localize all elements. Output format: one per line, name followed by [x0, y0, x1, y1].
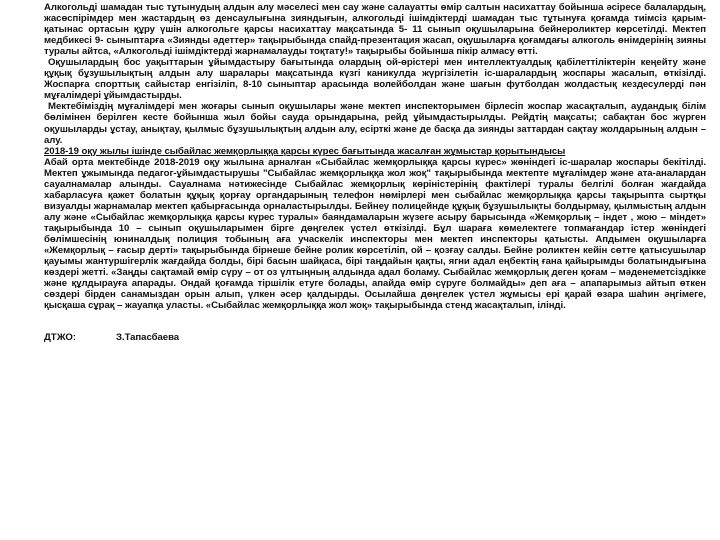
paragraph-alcohol-prevention: Алкогольді шамадан тыс тұтынудың алдын алу мәселесі мен сау және салауатты өмір салтын насихаттау бойынша әсіресе балалардың, жасөспірімдер мен жастардың өз денсаулығына зияндығын, алкогольді ішімдіктерді шамадан тыс тұтынуға қоғамда тиімсіз қарым-қатынас ортасын құру үшін алкогольге қарсы насихаттау мақсатында 5- 11 сынып оқушыларына бейнероликтер көрсетілді. Мектеп медбикесі 9- сыныптарға «Зиянды әдеттер» тақырыбында спайд-презентация жасап, оқушыларға қоғамдағы алкоголь өнімдерінің зияны туралы айтса, «Алкогольді ішімдіктерді жарнамалауды тоқтату!» тақырыбы бойынша пікір алмасу өтті.: [44, 2, 706, 58]
signature-org: ДТЖО:: [44, 332, 76, 344]
signature-name: З.Тапасбаева: [116, 332, 180, 344]
paragraph-teachers-raid: Мектебіміздің мұғалімдері мен жоғары сынып оқушылары және мектеп инспекторымен бірлесіп жоспар жасақталып, аудандық білім бөлімінен берілген кесте бойынша жыл бойы сауда орындарына, рейд ұйымдастырылды. Рейдтің мақсаты; сабақтан бос жүрген оқушыларды ұстау, анықтау, қылмыс бұзушылықтың алдын алу, есірткі және де басқа да зиянды заттардан сақтау жолдарының алдын – алу.: [44, 101, 706, 146]
signature-block: [44, 332, 706, 343]
paragraph-leisure-activities: Оқушылардың бос уақыттарын ұйымдастыру бағытында олардың ой-өрістері мен интеллектуалдық қабілеттіліктерін кеңейту және құқық бұзушылықтың алдын алу шаралары мақсатында күзгі каникулда жүргізілетін іс-шаралардың жоспары жасалып, өткізілді. Жоспарға спорттық сайыстар енгізіліп, 8-10 сыныптар арасында волейболдан және шағын футболдан жолдастық кездесулерді пән мұғалімдері ұйымдастырды.: [44, 57, 706, 102]
section-title-anticorruption: 2018-19 оқу жылы ішінде сыбайлас жемқорлыққа қарсы күрес бағытында жасалған жұмыстар қорытындысы: [44, 145, 566, 157]
paragraph-anticorruption-report: Абай орта мектебінде 2018-2019 оқу жылына арналған «Сыбайлас жемқорлыққа қарсы күрес» жөніндегі іс-шаралар жоспары бекітілді. Мектеп ұжымында педагог-ұйымдастырушы "Сыбайлас жемқорлыққа жол жоқ" тақырыбында мектепте мұғалімдер және ата-аналардан сауалнамалар алынды. Сауалнама нәтижесінде Сыбайлас жемқорлық көріністерінің фактілері туралы белгілі болған жағдайда хабарласуға қажет болатын құқық қорғау органдарының телефон нөмірлері мен сыбайлас жемқорлыққа қарсы тақырыпта сыртқы визуалды жарнамалар мектеп қабырғасында орналастырылды. Бейнеу полицейнде құқық бұзушылықты болдырмау, қылмыстың алдын алу және «Сыбайлас жемқорлыққа қарсы күрес туралы» баяндамаларын жүзеге асыру барысында «Жемқорлық – індет , жою – міндет» тақырыбында 10 – сынып оқушыларымен бірге дөңгелек үстел өткізілді. Бұл шараға көмелектеге топмағандар істер жөніндегі бөлімшесінің юниналдық полиция тобының аға учаскелік инспекторы мен мектеп инспекторы қатысты. Апдымен оқушыларға «Жемқорлық – ғасыр дерті» тақырыбында бірнеше бейне ролик көрсетіліп, ой – қозғау салды. Бейне роликтен кейін сөтте қатысушылар қауымы жантуршігерлік жағдайда болды, бірі басын шайқаса, бірі таңдайын қақты, ягни адал еңбектің ғана қайырымды болатындығына көздері жетті. «Заңды сақтамай өмір сүру – от оз үлтыңның алдында адал боламу. Сыбайлас жемқорлық деген қоғам – мәденеметсіздікке және құлдырауға апарады. Ондай қоғамда тіршілік етуге болады, апайда өмір сүруге болмайды» деп аға – апапарымыз айтып өткен сөздері бірден санамыздан орын алып, үлкен әсер қалдырды. Осылайша дөңгелек үстел жұмысы ері қарай өзара шаһин әңгімеге, қысқаша сұрақ – жауапқа уласты. «Сыбайлас жемқорлыққа жол жоқ» тақырыбында стенд жасақталып, ілінді.: [44, 156, 706, 312]
